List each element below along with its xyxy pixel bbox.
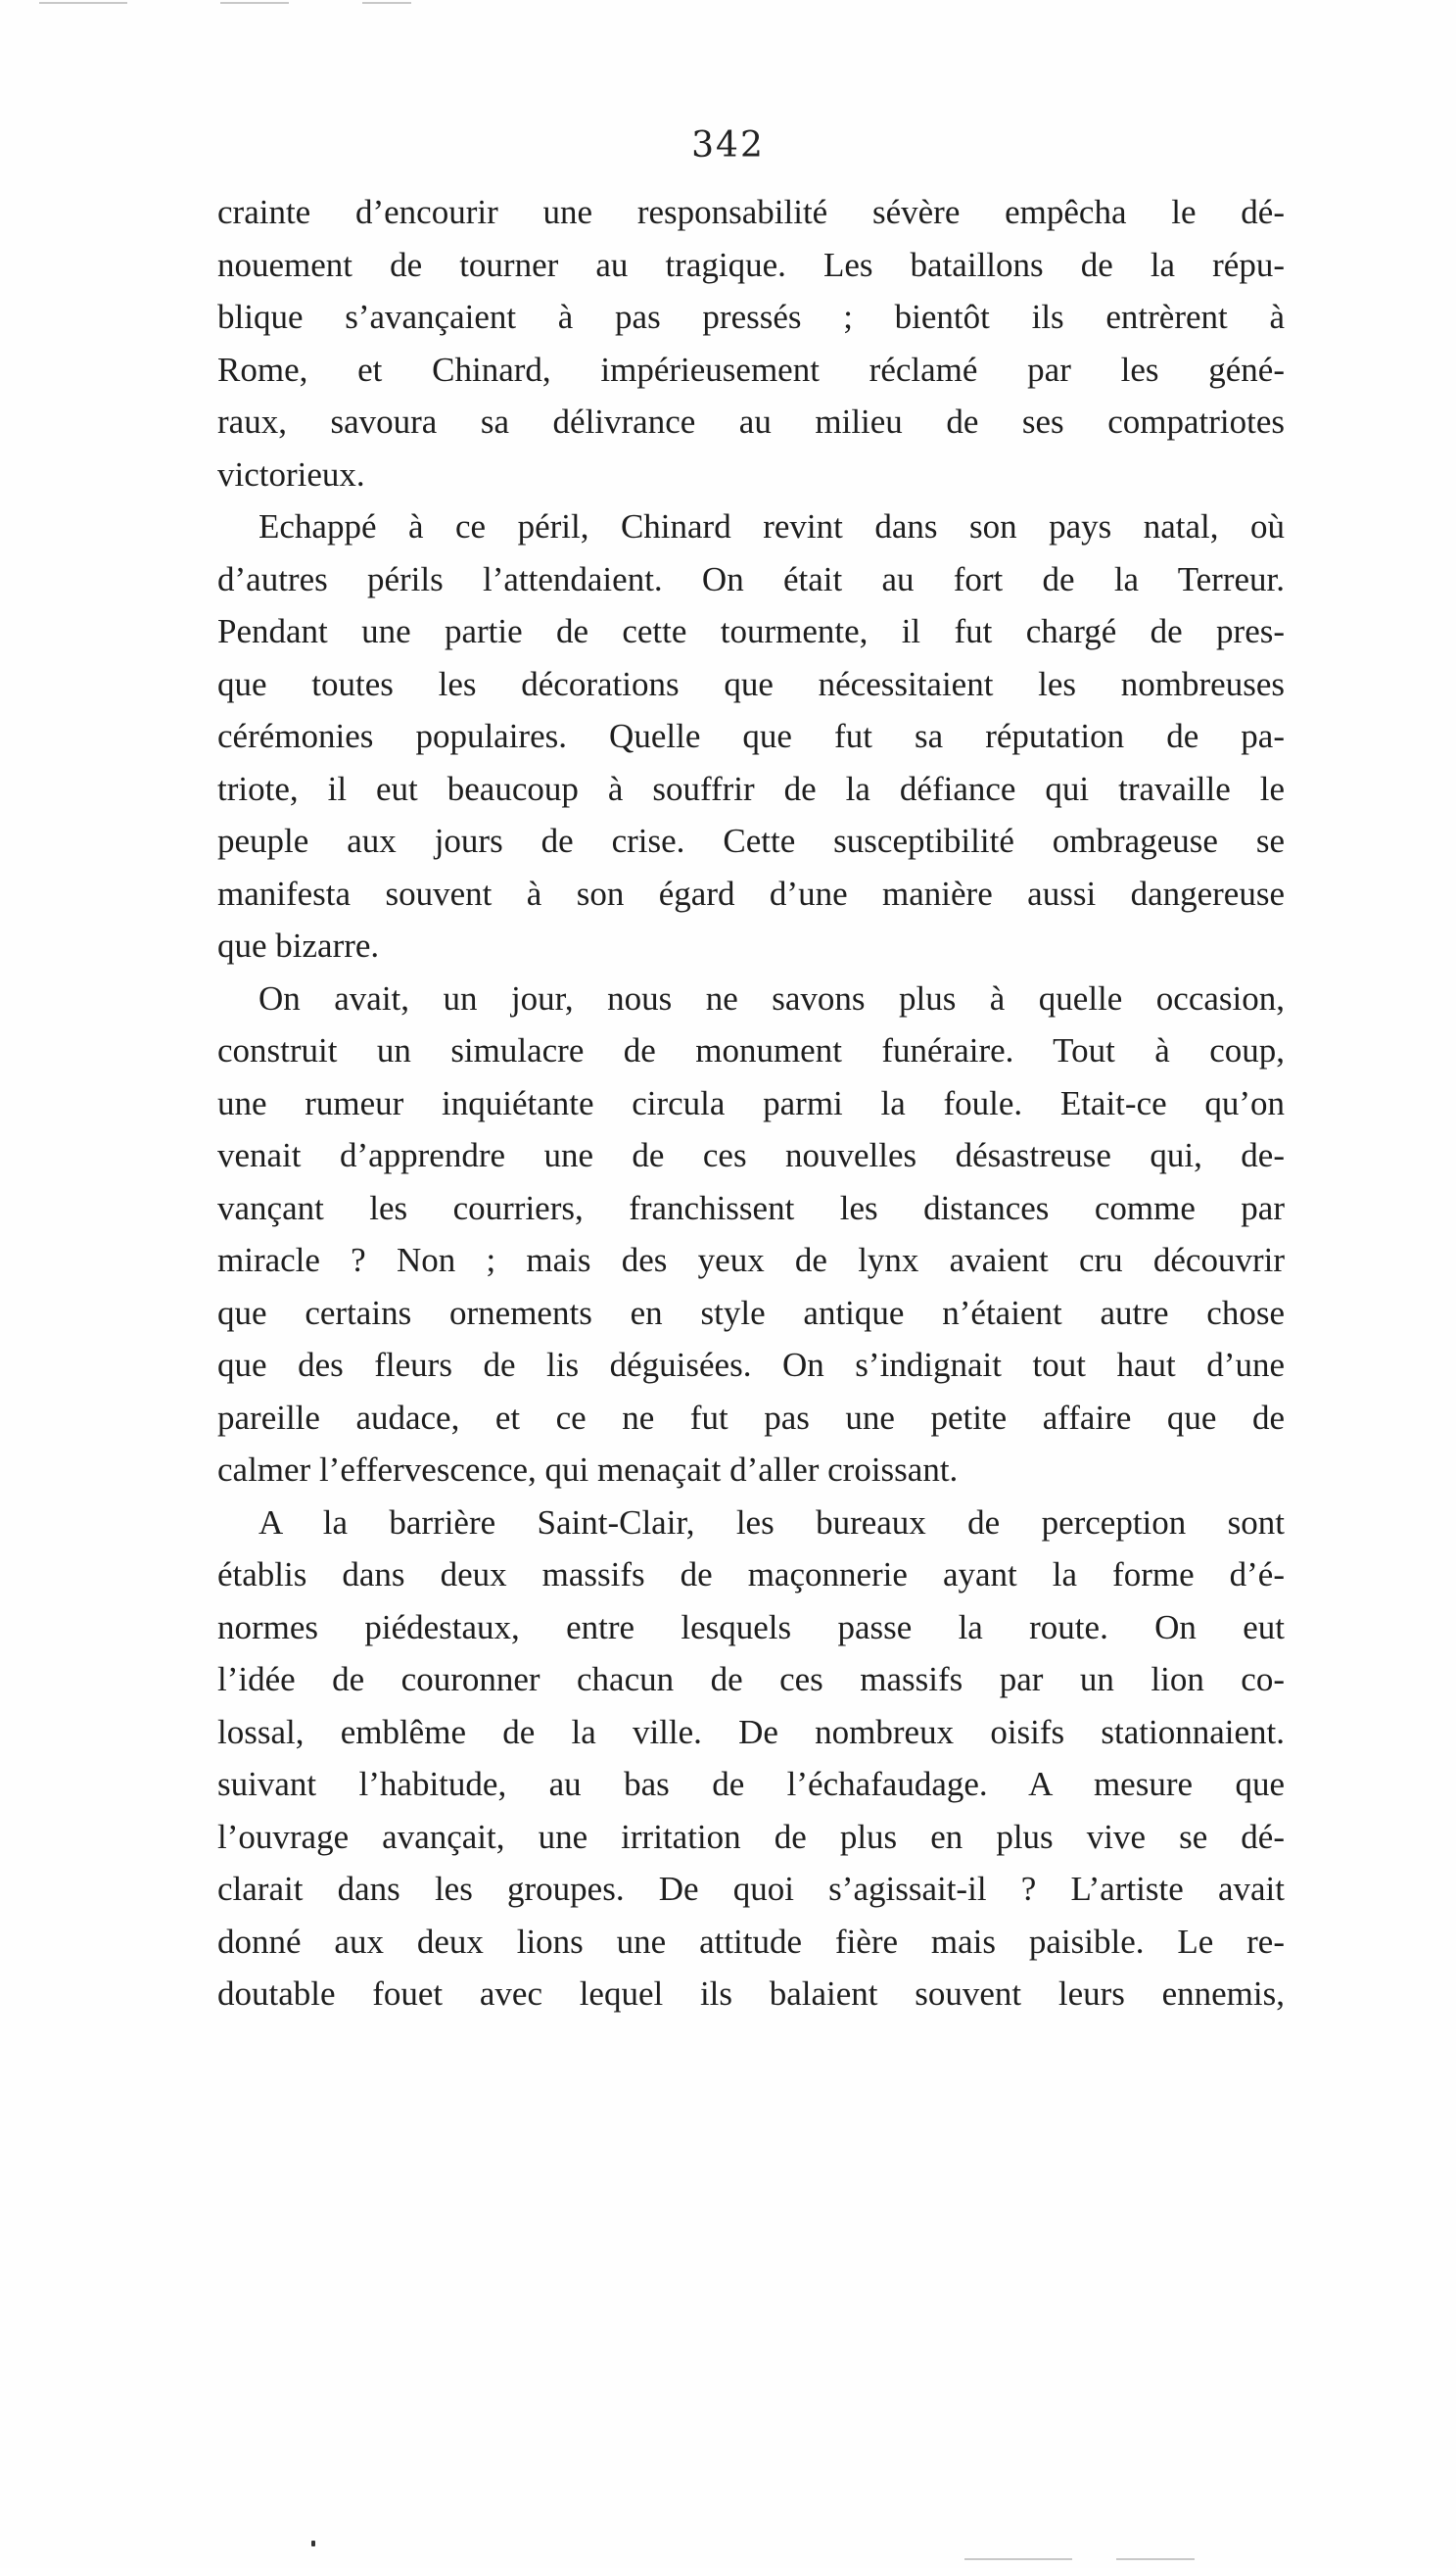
text-line: nouement de tourner au tragique. Les bataillons de la répu-: [217, 245, 1285, 284]
text-line: pareille audace, et ce ne fut pas une petite affaire que de: [217, 1398, 1285, 1437]
text-line: Pendant une partie de cette tourmente, il fut chargé de pres-: [217, 612, 1285, 650]
text-line: peuple aux jours de crise. Cette susceptibilité ombrageuse se: [217, 822, 1285, 860]
text-line: donné aux deux lions une attitude fière mais paisible. Le re-: [217, 1922, 1285, 1961]
page-number: 342: [691, 125, 765, 166]
scan-mark-top-3: [362, 2, 411, 4]
text-line: venait d’apprendre une de ces nouvelles désastreuse qui, de-: [217, 1136, 1285, 1174]
text-line: Rome, et Chinard, impérieusement réclamé par les géné-: [217, 350, 1285, 389]
text-line: Echappé à ce péril, Chinard revint dans son pays natal, où: [258, 507, 1285, 546]
text-line: une rumeur inquiétante circula parmi la foule. Etait-ce qu’on: [217, 1083, 1285, 1122]
text-line: A la barrière Saint-Clair, les bureaux de perception sont: [258, 1502, 1285, 1542]
text-line: d’autres périls l’attendaient. On était au fort de la Terreur.: [217, 559, 1285, 598]
text-line: normes piédestaux, entre lesquels passe la route. On eut: [217, 1607, 1285, 1646]
text-line: clarait dans les groupes. De quoi s’agissait-il ? L’artiste avait: [217, 1870, 1285, 1908]
text-line: que toutes les décorations que nécessitaient les nombreuses: [217, 664, 1285, 703]
ink-speck: [311, 2541, 315, 2546]
text-line: victorieux.: [217, 454, 365, 494]
text-line: l’idée de couronner chacun de ces massifs par un lion co-: [217, 1660, 1285, 1698]
text-line: que bizarre.: [217, 927, 380, 965]
text-line: doutable fouet avec lequel ils balaient souvent leurs ennemis,: [217, 1974, 1285, 2013]
text-line: manifesta souvent à son égard d’une manière aussi dangereuse: [217, 874, 1285, 913]
scan-mark-top-1: [39, 2, 127, 4]
text-line: suivant l’habitude, au bas de l’échafaudage. A mesure que: [217, 1765, 1285, 1803]
scan-mark-bottom-2: [1116, 2558, 1195, 2560]
scan-mark-bottom-1: [964, 2558, 1072, 2560]
text-line: vançant les courriers, franchissent les distances comme par: [217, 1188, 1285, 1227]
text-line: crainte d’encourir une responsabilité sévère empêcha le dé-: [217, 193, 1285, 231]
text-line: cérémonies populaires. Quelle que fut sa réputation de pa-: [217, 717, 1285, 755]
text-line: raux, savoura sa délivrance au milieu de ses compatriotes: [217, 403, 1285, 441]
text-line: que certains ornements en style antique n’étaient autre chose: [217, 1293, 1285, 1332]
text-line: l’ouvrage avançait, une irritation de plus en plus vive se dé-: [217, 1817, 1285, 1856]
body-text: [217, 186, 1285, 2021]
scan-mark-top-2: [220, 2, 289, 4]
text-line: établis dans deux massifs de maçonnerie ayant la forme d’é-: [217, 1555, 1285, 1593]
text-line: calmer l’effervescence, qui menaçait d’aller croissant.: [217, 1450, 959, 1489]
text-line: que des fleurs de lis déguisées. On s’indignait tout haut d’une: [217, 1346, 1285, 1384]
text-line: lossal, emblême de la ville. De nombreux oisifs stationnaient.: [217, 1712, 1285, 1751]
text-line: construit un simulacre de monument funéraire. Tout à coup,: [217, 1031, 1285, 1070]
text-line: miracle ? Non ; mais des yeux de lynx avaient cru découvrir: [217, 1241, 1285, 1279]
text-line: blique s’avançaient à pas pressés ; bientôt ils entrèrent à: [217, 298, 1285, 336]
text-line: triote, il eut beaucoup à souffrir de la défiance qui travaille le: [217, 769, 1285, 808]
text-line: On avait, un jour, nous ne savons plus à quelle occasion,: [258, 978, 1285, 1018]
